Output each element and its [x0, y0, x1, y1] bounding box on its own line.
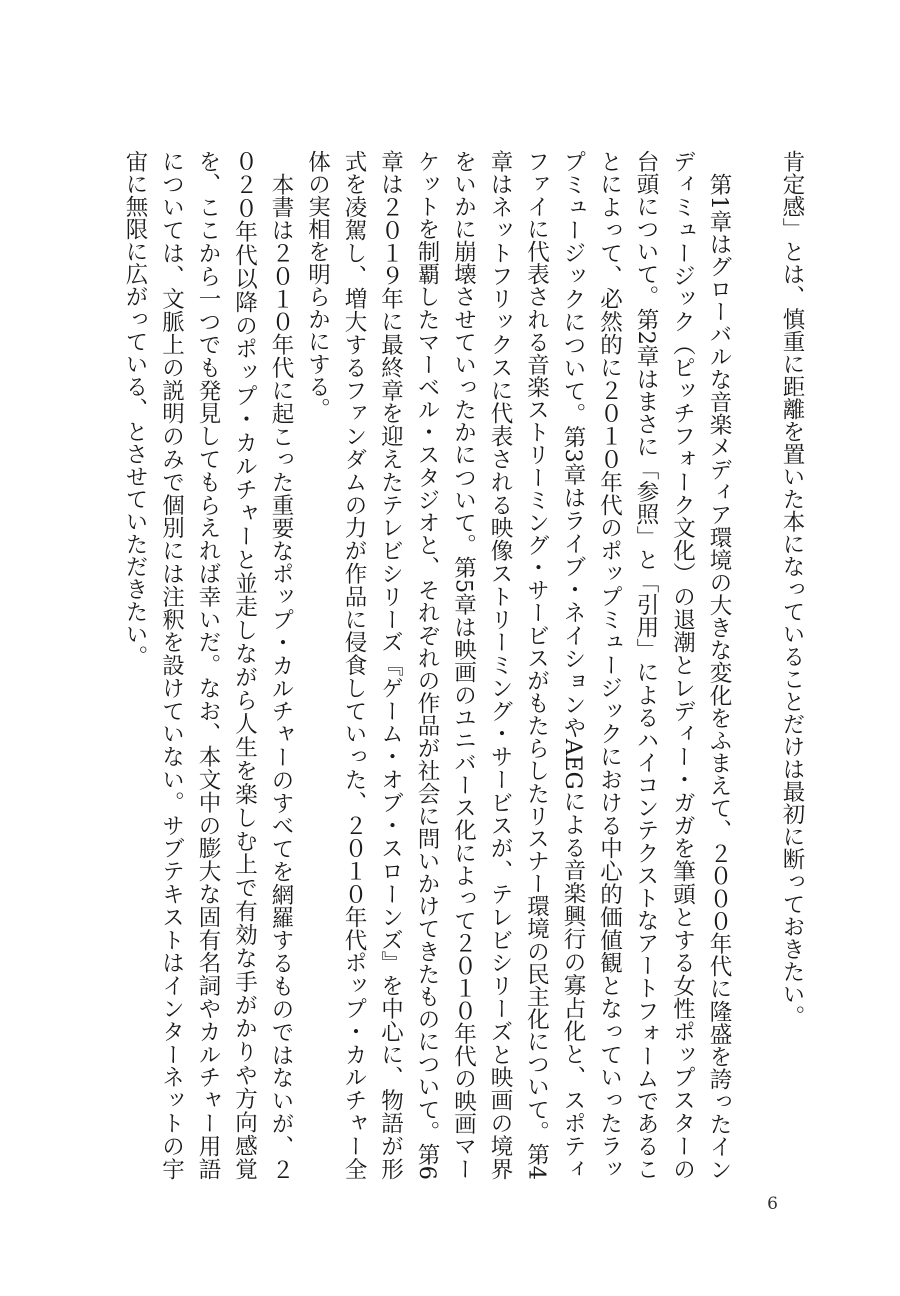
paragraph-continuation: 肯定感」とは、慎重に距離を置いた本になっていることだけは最初に断っておきたい。 — [779, 150, 805, 1028]
body-text — [120, 150, 810, 1180]
page-number: 6 — [767, 1194, 778, 1214]
paragraph-book-purpose: 本書は２０１０年代に起こった重要なポップ・カルチャーのすべてを網羅するものではないが、２０２０年代以降のポップ・カルチャーと並走しながら人生を楽しむ上で有効な手がかりや方向感覚を、ここから一つでも発見してもらえれば幸いだ。なお、本文中の膨大な固有名詞やカルチャー用語については、文脈上の説明のみで個別には注釈を設けていない。サブテキストはインターネットの宇宙に無限に広がっている、とさせていただきたい。 — [122, 150, 294, 1180]
paragraph-chapter-summary: 第1章はグローバルな音楽メディア環境の大きな変化をふまえて、２０００年代に隆盛を誇ったインディミュージック（ピッチフォーク文化）の退潮とレディー・ガガを筆頭とする女性ポップスターの台頭について。第2章はまさに「参照」と「引用」によるハイコンテクストなアートフォームであることによって、必然的に２０１０年代のポップミュージックにおける中心的価値観となっていったラップミュージックについて。第3章はライブ・ネイションやAEGによる音楽興行の寡占化と、スポティファイに代表される音楽ストリーミング・サービスがもたらしたリスナー環境の民主化について。第4章はネットフリックスに代表される映像ストリーミング・サービスが、テレビシリーズと映画の境界をいかに崩壊させていったかについて。第5章は映画のユニバース化によって２０１０年代の映画マーケットを制覇したマーベル・スタジオと、それぞれの作品が社会に問いかけてきたものについて。第6章は２０１９年に最終章を迎えたテレビシリーズ『ゲーム・オブ・スローンズ』を中心に、物語が形式を凌駕し、増大するファンダムの力が作品に侵食していった、２０１０年代ポップ・カルチャー全体の実相を明らかにする。 — [304, 150, 732, 1180]
